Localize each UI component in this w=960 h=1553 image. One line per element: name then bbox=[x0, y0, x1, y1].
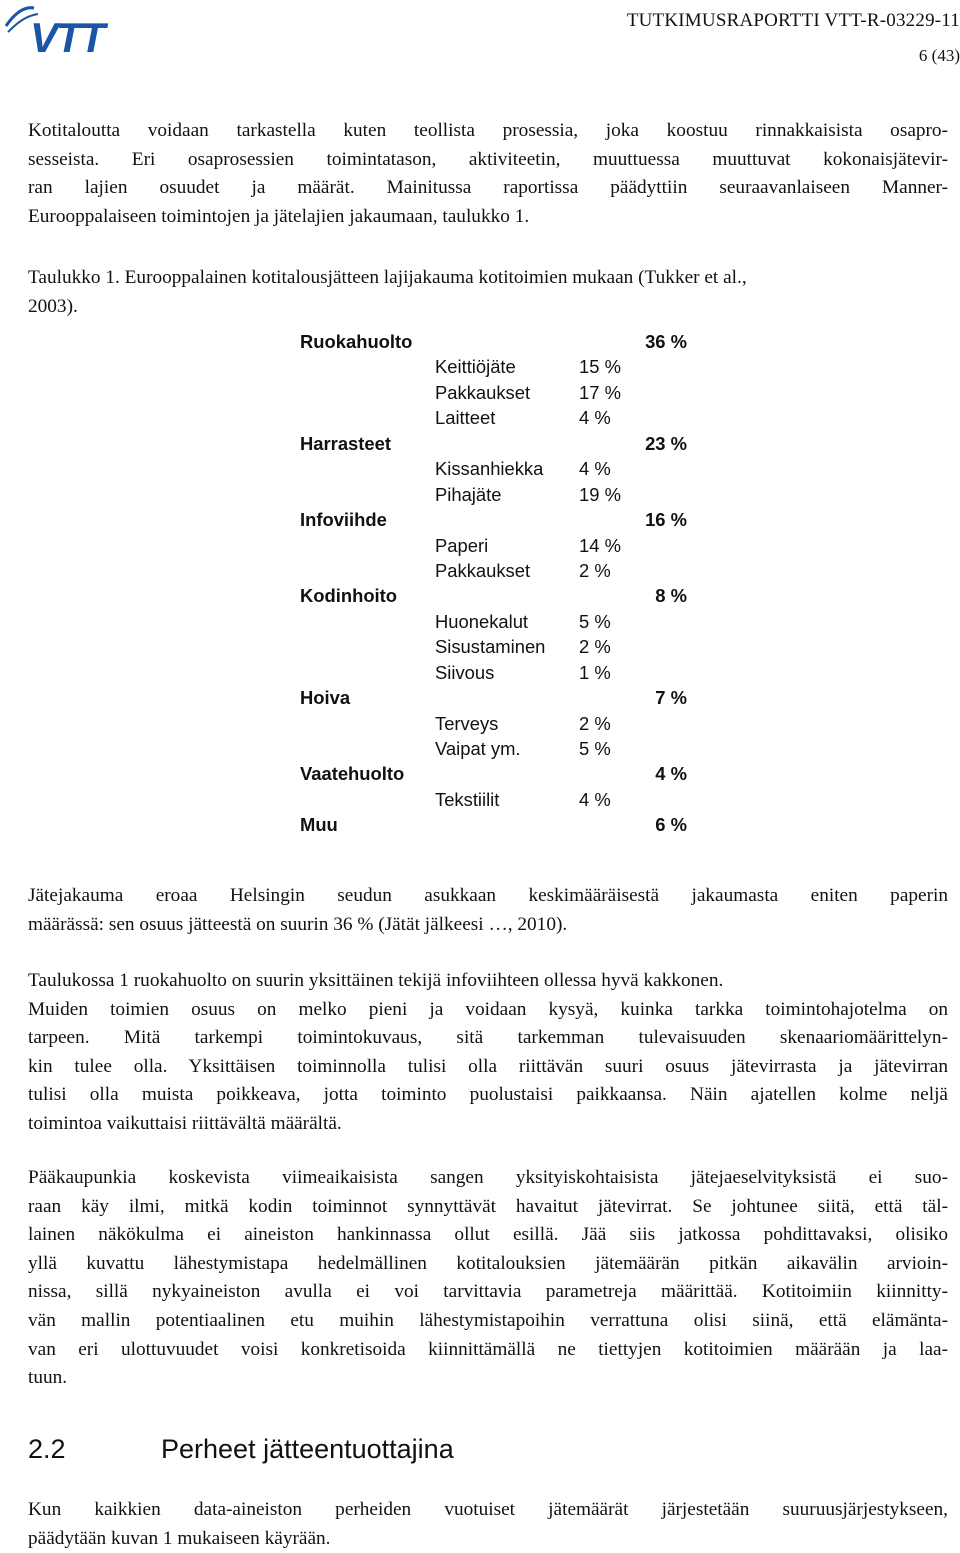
section-number: 2.2 bbox=[28, 1434, 66, 1464]
item-name: Pakkaukset bbox=[435, 559, 531, 581]
item-share: 4 % bbox=[579, 788, 611, 810]
text-line: Taulukossa 1 ruokahuolto on suurin yksittäinen tekijä infoviihteen ollessa hyvä kakkonen. bbox=[28, 970, 724, 991]
item-share: 17 % bbox=[579, 381, 621, 403]
text-line: tarpeen. Mitä tarkempi toimintokuvaus, sitä tarkemman tulevaisuuden skenaariomäärittelyn- bbox=[28, 1027, 948, 1049]
category-share: 4 % bbox=[655, 763, 687, 785]
item-name: Laitteet bbox=[435, 407, 496, 429]
item-share: 4 % bbox=[579, 407, 611, 429]
category-name: Kodinhoito bbox=[300, 585, 398, 607]
item-name: Siivous bbox=[435, 661, 495, 683]
text-line: päädytään kuvan 1 mukaiseen käyrään. bbox=[28, 1527, 331, 1549]
table-row-category bbox=[300, 583, 700, 608]
table-row-item bbox=[300, 354, 700, 379]
text-line: ran lajien osuudet ja määrät. Mainitussa raportissa päädyttiin seuraavanlaiseen Manner- bbox=[28, 177, 948, 199]
text-line: yllä kuvattu lähestymistapa hedelmällinen kotitalouksien jätemäärän pitkän aikavälin arvioin- bbox=[28, 1252, 948, 1274]
text-line: määrässä: sen osuus jätteestä on suurin 36 % (Jätät jälkeesi …, 2010). bbox=[28, 913, 568, 935]
table-caption-line-1: Taulukko 1. Eurooppalainen kotitalousjätteen lajijakauma kotitoimien mukaan (Tukker et al., bbox=[28, 267, 747, 288]
item-name: Sisustaminen bbox=[435, 636, 546, 658]
text-line: Eurooppalaiseen toimintojen ja jätelajien jakaumaan, taulukko 1. bbox=[28, 205, 530, 227]
item-share: 1 % bbox=[579, 661, 611, 683]
table-row-item bbox=[300, 380, 700, 405]
table-row-item bbox=[300, 533, 700, 558]
item-share: 5 % bbox=[579, 610, 611, 632]
page-number: 6 (43) bbox=[918, 46, 960, 65]
category-name: Infoviihde bbox=[300, 509, 387, 531]
table-row-item bbox=[300, 711, 700, 736]
table-row-item bbox=[300, 634, 700, 659]
item-name: Tekstiilit bbox=[435, 788, 500, 810]
category-name: Harrasteet bbox=[300, 432, 391, 454]
table-discussion-paragraph bbox=[28, 967, 948, 1139]
text-line: sesseista. Eri osaprosessien toimintatason, aktiviteetin, muuttuessa muuttuvat kokonaisjätevir- bbox=[28, 148, 948, 170]
category-share: 8 % bbox=[655, 585, 687, 607]
table-row-category bbox=[300, 812, 700, 837]
table-row-item bbox=[300, 558, 700, 583]
category-share: 16 % bbox=[645, 509, 687, 531]
table-row-category bbox=[300, 329, 700, 354]
item-share: 2 % bbox=[579, 559, 611, 581]
section-title: Perheet jätteentuottajina bbox=[161, 1434, 454, 1464]
item-name: Terveys bbox=[435, 712, 499, 734]
text-line: Muiden toimien osuus on melko pieni ja voidaan kysyä, kuinka tarkka toimintohajotelma on bbox=[28, 998, 948, 1020]
table-row-category bbox=[300, 761, 700, 786]
item-share: 5 % bbox=[579, 738, 611, 759]
text-line: nissa, sillä nykyaineiston avulla ei voi tarvittavia parametreja määrittää. Kotitoimiin kiinnitty- bbox=[28, 1281, 948, 1303]
category-share: 36 % bbox=[645, 331, 687, 352]
category-share: 7 % bbox=[655, 687, 687, 709]
category-name: Vaatehuolto bbox=[300, 763, 405, 785]
text-line: Jätejakauma eroaa Helsingin seudun asukkaan keskimääräisestä jakaumasta eniten paperin bbox=[28, 885, 948, 906]
capital-region-paragraph bbox=[28, 1164, 948, 1393]
text-line: van eri ulottuvuudet voisi konkretisoida kiinnittämällä ne tiettyjen kotitoimien määrään ja laa- bbox=[28, 1338, 948, 1360]
item-name: Paperi bbox=[435, 534, 489, 556]
text-line: raan käy ilmi, mitkä kodin toiminnot synnyttävät havaitut jätevirrat. Se johtunee siitä, että täl- bbox=[28, 1195, 948, 1217]
text-line: Kun kaikkien data-aineiston perheiden vuotuiset jätemäärät järjestetään suuruusjärjestykseen, bbox=[28, 1499, 948, 1520]
item-share: 2 % bbox=[579, 712, 611, 734]
table-row-item bbox=[300, 456, 700, 481]
table-row-category bbox=[300, 507, 700, 532]
vtt-logo bbox=[4, 2, 160, 54]
text-line: Kotitaloutta voidaan tarkastella kuten teollista prosessia, joka koostuu rinnakkaisista osapro- bbox=[28, 120, 948, 141]
item-name: Vaipat ym. bbox=[435, 738, 521, 759]
text-line: lainen näkökulma ei aineiston hankinnassa ollut esillä. Jää siis jatkossa pohdittavaksi, olisiko bbox=[28, 1224, 948, 1246]
report-id: TUTKIMUSRAPORTTI VTT-R-03229-11 bbox=[626, 10, 960, 31]
table-row-item bbox=[300, 787, 700, 812]
table-row-category bbox=[300, 431, 700, 456]
category-name: Hoiva bbox=[300, 687, 351, 709]
item-share: 19 % bbox=[579, 483, 621, 505]
helsinki-paragraph bbox=[28, 882, 948, 939]
category-share: 23 % bbox=[645, 432, 687, 454]
category-name: Muu bbox=[300, 814, 338, 836]
final-paragraph bbox=[28, 1496, 948, 1553]
item-name: Kissanhiekka bbox=[435, 458, 544, 480]
table-row-item bbox=[300, 660, 700, 685]
item-share: 15 % bbox=[579, 356, 621, 378]
item-name: Pihajäte bbox=[435, 483, 502, 505]
table-row-item bbox=[300, 482, 700, 507]
item-share: 14 % bbox=[579, 534, 621, 556]
item-name: Keittiöjäte bbox=[435, 356, 516, 378]
text-line: kin tulee olla. Yksittäisen toiminnolla tulisi olla riittävän suuri osuus jätevirrasta ja jätevirran bbox=[28, 1055, 948, 1077]
table-row-item bbox=[300, 405, 700, 430]
intro-paragraph bbox=[28, 117, 948, 231]
item-share: 2 % bbox=[579, 636, 611, 658]
vtt-logo-text: VTT bbox=[30, 14, 104, 54]
item-share: 4 % bbox=[579, 458, 611, 480]
table-row-item bbox=[300, 609, 700, 634]
item-name: Pakkaukset bbox=[435, 381, 531, 403]
table-row-category bbox=[300, 685, 700, 710]
category-name: Ruokahuolto bbox=[300, 331, 413, 352]
waste-distribution-table bbox=[300, 329, 700, 838]
table-caption-line-2: 2003). bbox=[28, 296, 78, 317]
text-line: vän mallin potentiaalinen etu muihin lähestymistapoihin verrattuna olisi siinä, että elämänta- bbox=[28, 1309, 948, 1331]
table-row-item bbox=[300, 736, 700, 761]
text-line: Pääkaupunkia koskevista viimeaikaisista sangen yksityiskohtaisista jätejaeselvityksistä ei suo- bbox=[28, 1167, 948, 1188]
section-heading bbox=[28, 1431, 454, 1467]
text-line: toimintoa vaikuttaisi riittävältä määrältä. bbox=[28, 1112, 342, 1134]
text-line: tulisi olla muista poikkeava, jotta toiminto puolustaisi paikkaansa. Näin ajatellen kolme neljä bbox=[28, 1084, 948, 1106]
category-share: 6 % bbox=[655, 814, 687, 836]
text-line: tuun. bbox=[28, 1367, 68, 1389]
item-name: Huonekalut bbox=[435, 610, 529, 632]
